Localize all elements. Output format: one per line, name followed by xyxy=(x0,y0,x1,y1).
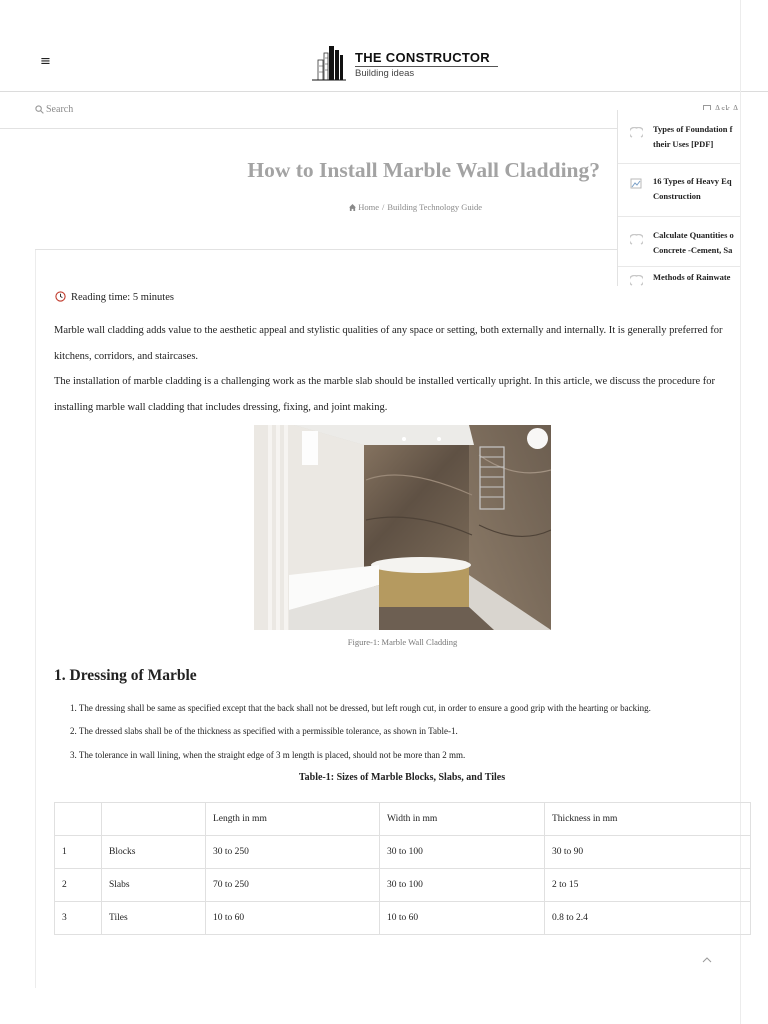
table-header-cell xyxy=(102,803,206,836)
table-row xyxy=(55,836,751,869)
table-cell: 1 xyxy=(55,836,102,869)
site-logo[interactable] xyxy=(312,44,512,84)
sidebar-item-title: 16 Types of Heavy Eq Construction xyxy=(653,176,732,201)
clock-icon xyxy=(55,291,66,302)
search-input[interactable]: Search xyxy=(46,104,74,115)
table-cell: 0.8 to 2.4 xyxy=(545,902,751,935)
sidebar-item-foundation[interactable] xyxy=(618,110,740,164)
sidebar-item-title: Methods of Rainwate xyxy=(653,272,731,282)
second-paragraph xyxy=(54,369,740,421)
sidebar-item-rainwater[interactable] xyxy=(618,267,740,286)
breadcrumb xyxy=(349,202,482,212)
table-cell: 30 to 100 xyxy=(380,869,545,902)
table-title: Table-1: Sizes of Marble Blocks, Slabs, and Tiles xyxy=(298,772,506,783)
logo-underline xyxy=(355,66,498,67)
building-logo-icon xyxy=(312,44,352,82)
paragraph-line: Marble wall cladding adds value to the aesthetic appeal and stylistic qualities of any space or setting, both externally and internally. It is generally preferred for xyxy=(54,325,723,336)
table-header-cell: Length in mm xyxy=(206,803,380,836)
home-icon xyxy=(349,204,356,211)
thumbnail-placeholder-icon xyxy=(630,275,643,286)
table-cell: 10 to 60 xyxy=(206,902,380,935)
paragraph-line: The installation of marble cladding is a challenging work as the marble slab should be installed vertically upright. In this article, we discuss the procedure for xyxy=(54,376,716,387)
sidebar-item-calculate-quantities[interactable] xyxy=(618,217,740,267)
table-header-cell: Thickness in mm xyxy=(545,803,751,836)
intro-paragraph xyxy=(54,318,740,370)
search-icon xyxy=(35,105,44,114)
table-cell: 3 xyxy=(55,902,102,935)
figure-caption: Figure-1: Marble Wall Cladding xyxy=(347,637,458,647)
table-row xyxy=(55,869,751,902)
paragraph-line: kitchens, corridors, and staircases. xyxy=(54,351,199,362)
sidebar-item-title: Calculate Quantities o Concrete -Cement, Sa xyxy=(653,230,734,255)
breadcrumb-home[interactable]: Home xyxy=(358,202,379,212)
table-row xyxy=(55,902,751,935)
broken-image-icon xyxy=(630,178,643,189)
table-header-cell xyxy=(55,803,102,836)
table-cell: 2 to 15 xyxy=(545,869,751,902)
table-cell: 70 to 250 xyxy=(206,869,380,902)
table-cell: 10 to 60 xyxy=(380,902,545,935)
paragraph-line: installing marble wall cladding that includes dressing, fixing, and joint making. xyxy=(54,402,388,413)
thumbnail-placeholder-icon xyxy=(630,234,643,245)
section-heading: 1. Dressing of Marble xyxy=(54,667,197,684)
table-cell: 30 to 90 xyxy=(545,836,751,869)
reading-time-text: Reading time: 5 minutes xyxy=(71,292,174,303)
hamburger-menu-icon[interactable]: ≡ xyxy=(40,54,51,69)
page-title: How to Install Marble Wall Cladding? xyxy=(247,158,600,182)
logo-tagline: Building ideas xyxy=(355,68,415,79)
sidebar-item-title: Types of Foundation f their Uses [PDF] xyxy=(653,124,733,149)
table-cell: Tiles xyxy=(102,902,206,935)
thumbnail-placeholder-icon xyxy=(630,127,643,138)
table-header-row xyxy=(55,803,751,836)
article-header xyxy=(35,130,617,250)
logo-name: THE CONSTRUCTOR xyxy=(355,50,490,65)
back-to-top-icon[interactable] xyxy=(700,955,714,965)
table-cell: 2 xyxy=(55,869,102,902)
sidebar-item-heavy-equipment[interactable] xyxy=(618,164,740,217)
breadcrumb-category[interactable]: Building Technology Guide xyxy=(387,202,482,212)
list-item: 2. The dressed slabs shall be of the thickness as specified with a permissible tolerance, as shown in Table-1. xyxy=(70,726,458,736)
list-item: 3. The tolerance in wall lining, when the straight edge of 3 m length is placed, should not be more than 2 mm. xyxy=(70,750,466,760)
reading-time xyxy=(55,291,174,303)
list-item: 1. The dressing shall be same as specified except that the back shall not be dressed, but left rough cut, in order to ensure a good grip with the hearting or backing. xyxy=(70,703,651,713)
marble-sizes-table xyxy=(54,802,751,935)
table-header-cell: Width in mm xyxy=(380,803,545,836)
table-cell: Blocks xyxy=(102,836,206,869)
table-cell: 30 to 250 xyxy=(206,836,380,869)
site-header xyxy=(0,0,768,92)
image-zoom-button[interactable] xyxy=(527,428,548,449)
related-posts-sidebar xyxy=(617,110,740,286)
table-cell: 30 to 100 xyxy=(380,836,545,869)
table-cell: Slabs xyxy=(102,869,206,902)
breadcrumb-separator: / xyxy=(381,202,385,212)
content-left-border xyxy=(35,250,36,988)
marble-bathroom-image[interactable] xyxy=(254,425,551,630)
